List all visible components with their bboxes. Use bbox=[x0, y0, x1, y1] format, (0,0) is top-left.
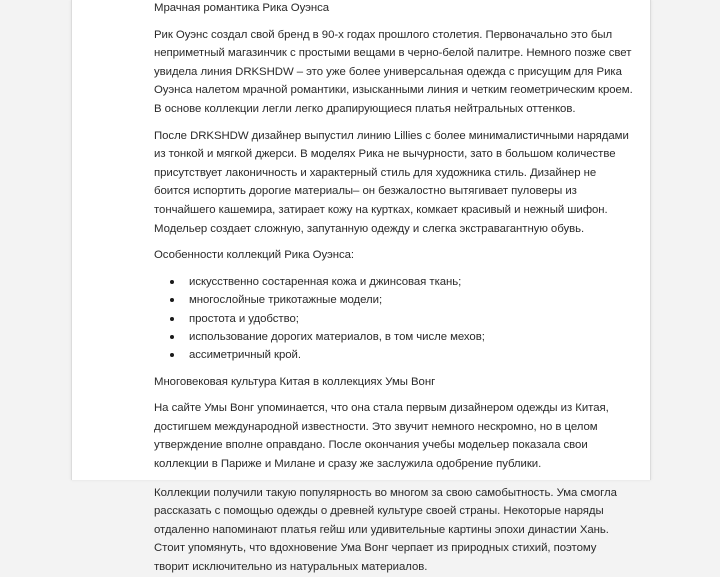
list-item-text: простота и удобство; bbox=[189, 312, 299, 325]
paragraph-rick-owens-lillies: После DRKSHDW дизайнер выпустил линию Lillies с более минималистичными нарядами из тонкой и мягкой джерси. В моделях Рика не вычурности, зато в большом количестве присутствует лаконичность и характерный стиль для художника стиль. Дизайнер не боится испортить дорогие материалы– он безжалостно вытягивает пуловеры из тончайшего кашемира, затирает кожу на куртках, комкает красивый и нежный шифон. Модельер создает сложную, запутанную одежду и слегка экстравагантную обувь. bbox=[154, 129, 629, 235]
paragraph-uma-wang-collections: Коллекции получили такую популярность во многом за свою самобытность. Ума смогла рассказать с помощью одежды о древней культуре своей страны. Некоторые наряды отдаленно напоминают платья гейш или удивительные картины эпохи династии Хань. Стоит упомянуть, что вдохновение Ума Вонг черпает из природных стихий, поэтому творит исключительно из натуральных материалов. bbox=[154, 486, 617, 574]
list-item bbox=[154, 346, 634, 364]
list-item-text: ассиметричный крой. bbox=[189, 349, 301, 362]
list-item bbox=[154, 291, 634, 309]
list-item bbox=[154, 273, 634, 291]
list-item-text: многослойные трикотажные модели; bbox=[189, 294, 383, 307]
bullet-icon bbox=[170, 335, 174, 339]
paragraph-rick-owens-brand: Рик Оуэнс создал свой бренд в 90-х годах прошлого столетия. Первоначально это был неприметный магазинчик с простыми вещами в черно-белой палитре. Немного позже свет увидела линия DRKSHDW – это уже более универсальная одежда с присущим для Рика Оуэнса налетом мрачной романтики, изысканными линия и четким геометрическим кроем. В основе коллекции легли легко драпирующиеся платья нейтральных оттенков. bbox=[154, 28, 633, 115]
document-body[interactable] bbox=[154, 0, 634, 577]
bullet-icon bbox=[170, 298, 174, 302]
features-heading: Особенности коллекций Рика Оуэнса: bbox=[154, 249, 355, 262]
bullet-icon bbox=[170, 280, 174, 284]
bullet-icon bbox=[170, 317, 174, 321]
list-item bbox=[154, 310, 634, 328]
paragraph-uma-wang-intro: На сайте Умы Вонг упоминается, что она стала первым дизайнером одежды из Китая, достигшем международной известности. Это звучит немного нескромно, но в целом утверждение вполне оправдано. После окончания учебы модельер показала свои коллекции в Париже и Милане и сразу же заслужила одобрение публики. bbox=[154, 402, 609, 471]
features-list bbox=[154, 273, 634, 365]
section-heading-rick-owens: Мрачная романтика Рика Оуэнса bbox=[154, 2, 330, 14]
list-item-text: использование дорогих материалов, в том числе мехов; bbox=[189, 330, 485, 343]
list-item-text: искусственно состаренная кожа и джинсовая ткань; bbox=[189, 275, 462, 288]
document-page bbox=[71, 0, 651, 574]
section-heading-uma-wang: Многовековая культура Китая в коллекциях Умы Вонг bbox=[154, 375, 436, 388]
bullet-icon bbox=[170, 353, 174, 357]
list-item bbox=[154, 328, 634, 346]
